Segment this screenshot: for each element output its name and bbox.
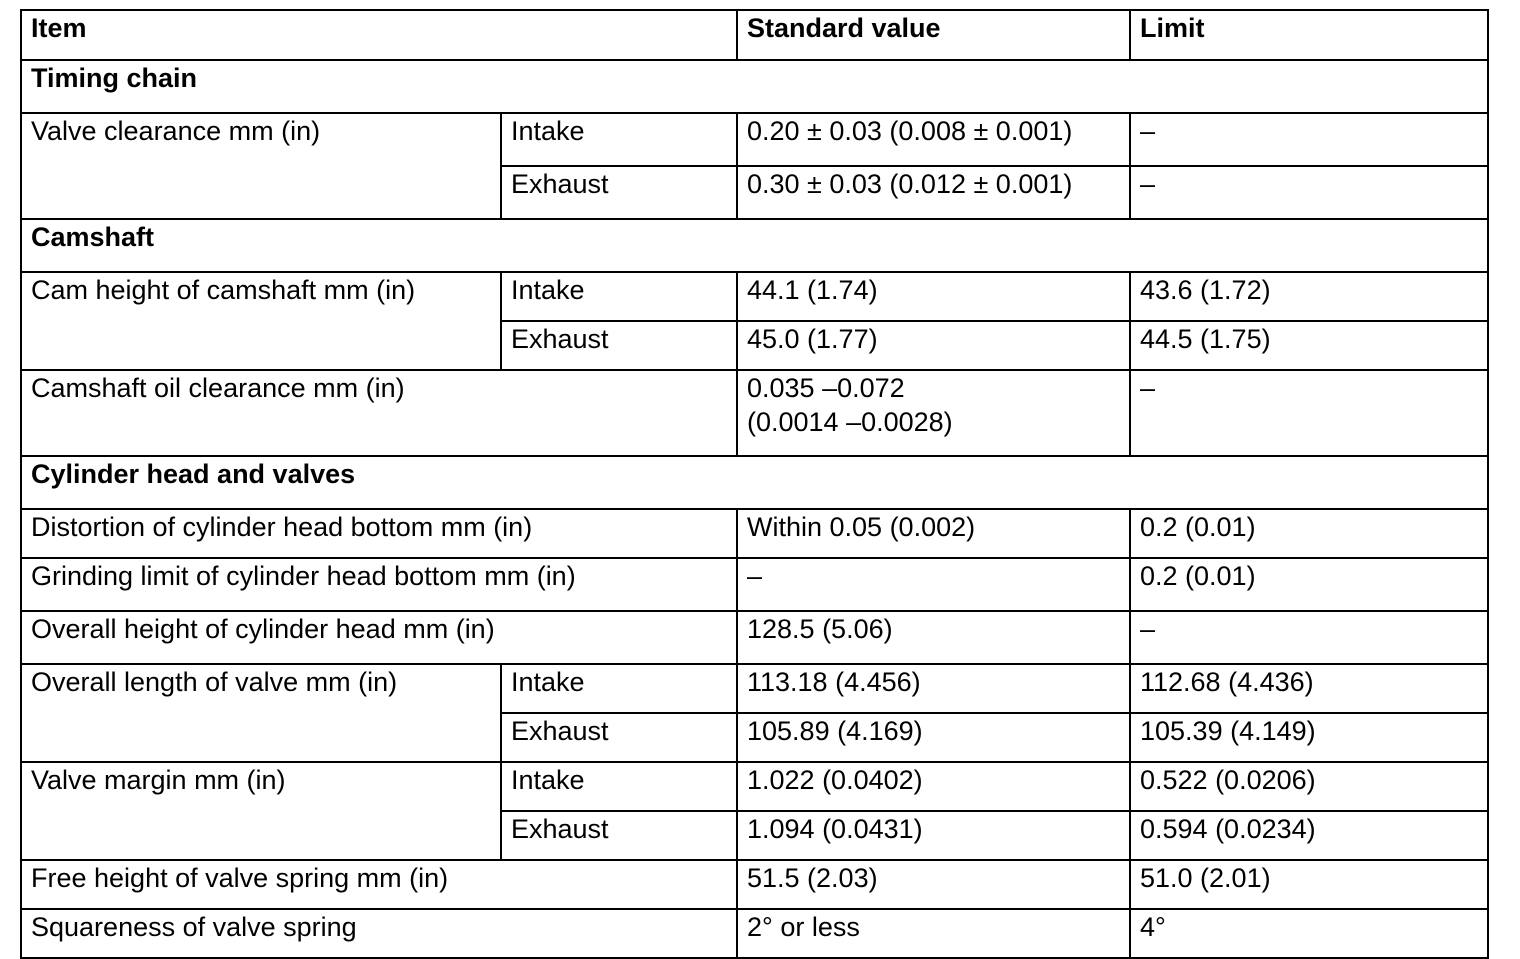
standard-value-cell: 45.0 (1.77) xyxy=(737,321,1130,370)
row-label: Distortion of cylinder head bottom mm (in) xyxy=(21,509,737,558)
limit-cell: 0.2 (0.01) xyxy=(1130,558,1488,611)
limit-cell: 112.68 (4.436) xyxy=(1130,664,1488,713)
table-row xyxy=(21,664,1488,713)
limit-cell: 0.522 (0.0206) xyxy=(1130,762,1488,811)
limit-cell: – xyxy=(1130,611,1488,664)
header-standard-value: Standard value xyxy=(737,10,1130,60)
standard-value-cell: – xyxy=(737,558,1130,611)
row-sublabel: Exhaust xyxy=(501,713,737,762)
section-title: Timing chain xyxy=(21,60,1488,113)
row-sublabel: Exhaust xyxy=(501,811,737,860)
standard-value-cell: 2° or less xyxy=(737,909,1130,958)
row-label: Overall length of valve mm (in) xyxy=(21,664,501,762)
limit-cell: 0.2 (0.01) xyxy=(1130,509,1488,558)
table-row xyxy=(21,611,1488,664)
table-row xyxy=(21,558,1488,611)
section-row-camshaft xyxy=(21,219,1488,272)
standard-value-cell: 1.022 (0.0402) xyxy=(737,762,1130,811)
standard-value-cell: 44.1 (1.74) xyxy=(737,272,1130,321)
limit-cell: – xyxy=(1130,370,1488,456)
row-sublabel: Exhaust xyxy=(501,321,737,370)
standard-value-cell: 105.89 (4.169) xyxy=(737,713,1130,762)
standard-value-line: (0.0014 –0.0028) xyxy=(747,407,953,437)
table-row xyxy=(21,762,1488,811)
limit-cell: – xyxy=(1130,113,1488,166)
limit-cell: 51.0 (2.01) xyxy=(1130,860,1488,909)
standard-value-cell: 51.5 (2.03) xyxy=(737,860,1130,909)
row-label: Free height of valve spring mm (in) xyxy=(21,860,737,909)
section-title: Camshaft xyxy=(21,219,1488,272)
row-label: Valve clearance mm (in) xyxy=(21,113,501,219)
row-label: Overall height of cylinder head mm (in) xyxy=(21,611,737,664)
standard-value-cell: 1.094 (0.0431) xyxy=(737,811,1130,860)
header-limit: Limit xyxy=(1130,10,1488,60)
table-row xyxy=(21,509,1488,558)
row-sublabel: Intake xyxy=(501,113,737,166)
row-label: Grinding limit of cylinder head bottom mm (in) xyxy=(21,558,737,611)
table-row xyxy=(21,860,1488,909)
standard-value-cell: 0.20 ± 0.03 (0.008 ± 0.001) xyxy=(737,113,1130,166)
section-title: Cylinder head and valves xyxy=(21,456,1488,509)
table-row xyxy=(21,113,1488,166)
row-label: Camshaft oil clearance mm (in) xyxy=(21,370,737,456)
standard-value-cell: 0.30 ± 0.03 (0.012 ± 0.001) xyxy=(737,166,1130,219)
limit-cell: – xyxy=(1130,166,1488,219)
row-sublabel: Intake xyxy=(501,664,737,713)
standard-value-cell: 128.5 (5.06) xyxy=(737,611,1130,664)
row-label: Squareness of valve spring xyxy=(21,909,737,958)
section-row-cylinder-head xyxy=(21,456,1488,509)
standard-value-cell: 113.18 (4.456) xyxy=(737,664,1130,713)
limit-cell: 43.6 (1.72) xyxy=(1130,272,1488,321)
limit-cell: 4° xyxy=(1130,909,1488,958)
header-item: Item xyxy=(21,10,737,60)
standard-value-line: 0.035 –0.072 xyxy=(747,373,905,403)
limit-cell: 105.39 (4.149) xyxy=(1130,713,1488,762)
row-sublabel: Intake xyxy=(501,272,737,321)
limit-cell: 44.5 (1.75) xyxy=(1130,321,1488,370)
specification-table xyxy=(20,9,1489,959)
table-row xyxy=(21,272,1488,321)
standard-value-cell: Within 0.05 (0.002) xyxy=(737,509,1130,558)
section-row-timing-chain xyxy=(21,60,1488,113)
table-row xyxy=(21,370,1488,456)
standard-value-cell xyxy=(737,370,1130,456)
table-row xyxy=(21,909,1488,958)
row-label: Valve margin mm (in) xyxy=(21,762,501,860)
row-label: Cam height of camshaft mm (in) xyxy=(21,272,501,370)
row-sublabel: Intake xyxy=(501,762,737,811)
header-row xyxy=(21,10,1488,60)
row-sublabel: Exhaust xyxy=(501,166,737,219)
limit-cell: 0.594 (0.0234) xyxy=(1130,811,1488,860)
